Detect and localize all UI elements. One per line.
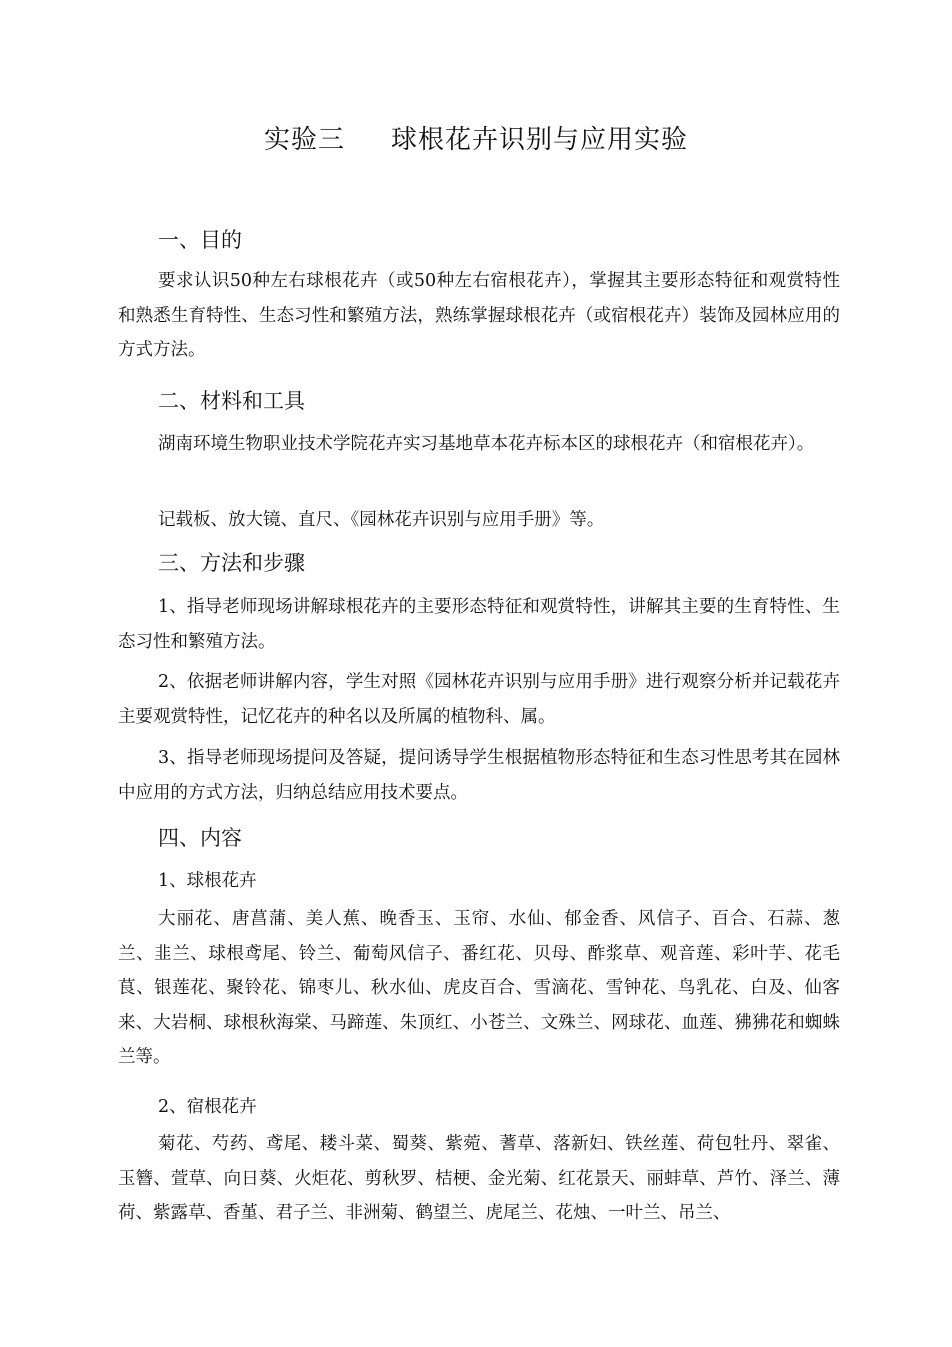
- title-experiment-number: 实验三: [263, 125, 345, 155]
- section-heading-materials: 二、材料和工具: [158, 389, 305, 413]
- page-title: [0, 122, 952, 158]
- method-step-3: 3、指导老师现场提问及答疑，提问诱导学生根据植物形态特征和生态习性思考其在园林中应用的方式方法，归纳总结应用技术要点。: [118, 748, 840, 803]
- title-experiment-name: 球根花卉识别与应用实验: [391, 125, 689, 155]
- purpose-paragraph: 要求认识50种左右球根花卉（或50种左右宿根花卉），掌握其主要形态特征和观赏特性和熟悉生育特性、生态习性和繁殖方法，熟练掌握球根花卉（或宿根花卉）装饰及园林应用的方式方法。: [118, 271, 840, 360]
- method-step-1: 1、指导老师现场讲解球根花卉的主要形态特征和观赏特性，讲解其主要的生育特性、生态习性和繁殖方法。: [118, 597, 840, 652]
- subsection-label-bulb-flowers: 1、球根花卉: [158, 871, 257, 891]
- materials-paragraph: 湖南环境生物职业技术学院花卉实习基地草本花卉标本区的球根花卉（和宿根花卉）。: [158, 434, 815, 454]
- tools-paragraph: 记载板、放大镜、直尺、《园林花卉识别与应用手册》等。: [158, 510, 605, 530]
- method-step-2: 2、依据老师讲解内容，学生对照《园林花卉识别与应用手册》进行观察分析并记载花卉主要观赏特性，记忆花卉的种名以及所属的植物科、属。: [118, 672, 840, 727]
- subsection-label-perennial-flowers: 2、宿根花卉: [158, 1097, 257, 1117]
- section-heading-content: 四、内容: [158, 826, 242, 850]
- perennial-flowers-list: 菊花、芍药、鸢尾、耧斗菜、蜀葵、紫菀、蓍草、落新妇、铁丝莲、荷包牡丹、翠雀、玉簪、萱草、向日葵、火炬花、剪秋罗、桔梗、金光菊、红花景天、丽蚌草、芦竹、泽兰、薄荷、紫露草、香堇、君子兰、非洲菊、鹤望兰、虎尾兰、花烛、一叶兰、吊兰、: [118, 1134, 840, 1223]
- bulb-flowers-list: 大丽花、唐菖蒲、美人蕉、晚香玉、玉帘、水仙、郁金香、风信子、百合、石蒜、葱兰、韭兰、球根鸢尾、铃兰、葡萄风信子、番红花、贝母、酢浆草、观音莲、彩叶芋、花毛茛、银莲花、聚铃花、锦枣儿、秋水仙、虎皮百合、雪滴花、雪钟花、鸟乳花、白及、仙客来、大岩桐、球根秋海棠、马蹄莲、朱顶红、小苍兰、文殊兰、网球花、血莲、狒狒花和蜘蛛兰等。: [118, 909, 840, 1067]
- section-heading-methods: 三、方法和步骤: [158, 551, 305, 575]
- section-heading-purpose: 一、目的: [158, 228, 242, 252]
